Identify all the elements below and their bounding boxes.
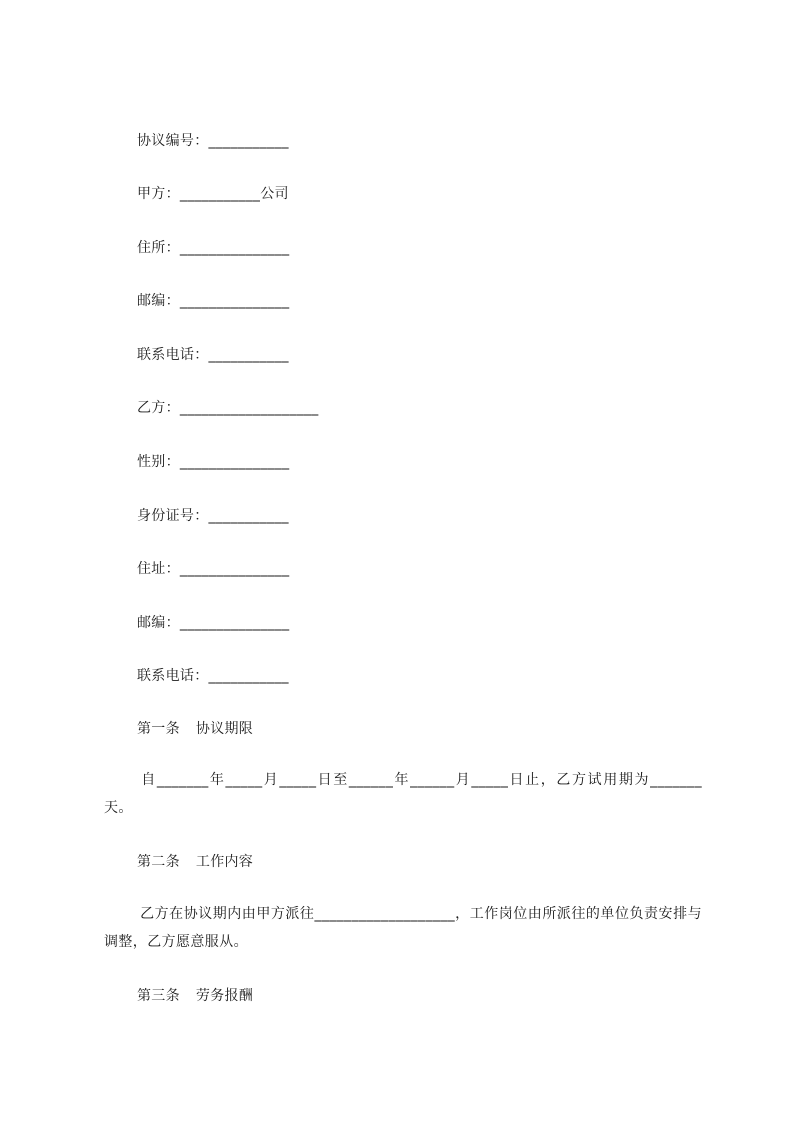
fill-blank: _______________ — [179, 615, 290, 631]
article-number: 第二条 — [137, 854, 180, 870]
fill-blank: ___________ — [179, 186, 261, 202]
field-label: 住所： — [137, 240, 180, 256]
party-b-id-line — [137, 506, 289, 526]
party-b-postcode-line — [137, 613, 289, 633]
article-number: 第一条 — [137, 721, 180, 737]
fill-blank: _______________ — [179, 293, 290, 309]
fill-blank: ___________ — [208, 133, 289, 149]
fill-blank: ___________ — [208, 347, 289, 363]
field-label: 甲方： — [137, 186, 180, 202]
fill-blank: ___________ — [208, 508, 289, 524]
party-a-address-line — [137, 238, 289, 258]
party-a-phone-line — [137, 345, 289, 365]
party-b-line — [137, 398, 319, 418]
party-b-address-line — [137, 559, 289, 579]
party-a-postcode-line — [137, 291, 289, 311]
party-b-gender-line — [137, 452, 289, 472]
field-label: 联系电话： — [137, 668, 209, 684]
field-label: 身份证号： — [137, 508, 209, 524]
field-label: 协议编号： — [137, 133, 209, 149]
fill-blank: ___________ — [208, 668, 289, 684]
article-2-body — [104, 900, 702, 956]
article-1-heading — [137, 719, 253, 739]
agreement-number-line — [137, 131, 289, 151]
article-number: 第三条 — [137, 988, 180, 1004]
field-label: 联系电话： — [137, 347, 209, 363]
article-text: 自_______年_____月_____日至______年______月_____日止，乙方试用期为_______天。 — [104, 772, 702, 816]
article-title: 工作内容 — [195, 854, 254, 870]
fill-blank: _______________ — [179, 561, 290, 577]
field-label: 乙方： — [137, 400, 180, 416]
article-text: 乙方在协议期内由甲方派往___________________，工作岗位由所派往的单位负责安排与调整，乙方愿意服从。 — [104, 906, 702, 950]
field-label: 住址： — [137, 561, 180, 577]
party-b-phone-line — [137, 666, 289, 686]
field-label: 邮编： — [137, 615, 180, 631]
article-3-heading — [137, 986, 253, 1006]
field-suffix: 公司 — [260, 186, 289, 202]
fill-blank: _______________ — [179, 454, 290, 470]
article-1-body — [104, 766, 702, 822]
article-title: 协议期限 — [195, 721, 254, 737]
fill-blank: _______________ — [179, 240, 290, 256]
article-2-heading — [137, 852, 253, 872]
field-label: 邮编： — [137, 293, 180, 309]
article-title: 劳务报酬 — [195, 988, 254, 1004]
field-label: 性别： — [137, 454, 180, 470]
party-a-line — [137, 184, 289, 204]
fill-blank: ___________________ — [179, 400, 319, 416]
